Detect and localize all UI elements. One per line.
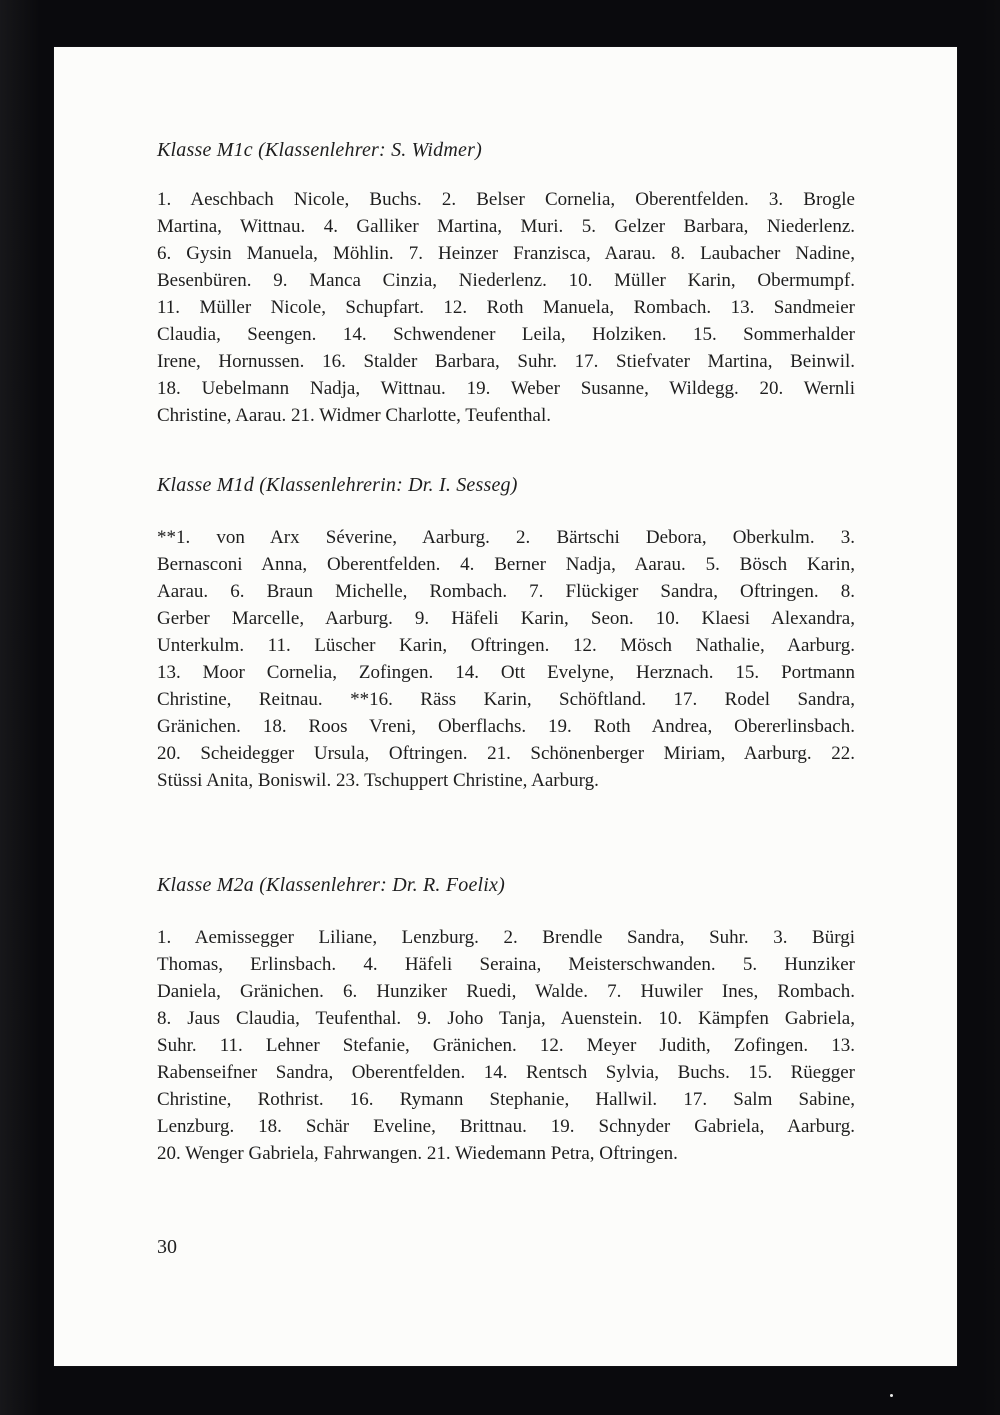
text-line: Lenzburg. 18. Schär Eveline, Brittnau. 19. Schnyder Gabriela, Aarburg.: [157, 1116, 855, 1137]
text-line: Christine, Rothrist. 16. Rymann Stephanie, Hallwil. 17. Salm Sabine,: [157, 1089, 855, 1110]
text-line: Bernasconi Anna, Oberentfelden. 4. Berner Nadja, Aarau. 5. Bösch Karin,: [157, 554, 855, 575]
text-line: Gränichen. 18. Roos Vreni, Oberflachs. 19. Roth Andrea, Obererlinsbach.: [157, 716, 855, 737]
section-heading-klasse-m2a: Klasse M2a (Klassenlehrer: Dr. R. Foelix): [157, 874, 505, 896]
text-line: Rabenseifner Sandra, Oberentfelden. 14. Rentsch Sylvia, Buchs. 15. Rüegger: [157, 1062, 855, 1083]
text-line: Gerber Marcelle, Aarburg. 9. Häfeli Karin, Seon. 10. Klaesi Alexandra,: [157, 608, 855, 629]
text-line: 6. Gysin Manuela, Möhlin. 7. Heinzer Franzisca, Aarau. 8. Laubacher Nadine,: [157, 243, 855, 264]
text-line: Aarau. 6. Braun Michelle, Rombach. 7. Flückiger Sandra, Oftringen. 8.: [157, 581, 855, 602]
section-heading-klasse-m1c: Klasse M1c (Klassenlehrer: S. Widmer): [157, 139, 482, 161]
text-line: Claudia, Seengen. 14. Schwendener Leila, Holziken. 15. Sommerhalder: [157, 324, 855, 345]
text-line: Christine, Reitnau. **16. Räss Karin, Schöftland. 17. Rodel Sandra,: [157, 689, 855, 710]
text-line: 11. Müller Nicole, Schupfart. 12. Roth Manuela, Rombach. 13. Sandmeier: [157, 297, 855, 318]
text-line: Irene, Hornussen. 16. Stalder Barbara, Suhr. 17. Stiefvater Martina, Beinwil.: [157, 351, 855, 372]
section-heading-klasse-m1d: Klasse M1d (Klassenlehrerin: Dr. I. Sesseg): [157, 474, 518, 496]
text-line: 20. Wenger Gabriela, Fahrwangen. 21. Wiedemann Petra, Oftringen.: [157, 1143, 678, 1164]
book-page: [54, 47, 957, 1366]
text-line: Martina, Wittnau. 4. Galliker Martina, Muri. 5. Gelzer Barbara, Niederlenz.: [157, 216, 855, 237]
text-line: 13. Moor Cornelia, Zofingen. 14. Ott Evelyne, Herznach. 15. Portmann: [157, 662, 855, 683]
text-line: Stüssi Anita, Boniswil. 23. Tschuppert Christine, Aarburg.: [157, 770, 599, 791]
text-line: Thomas, Erlinsbach. 4. Häfeli Seraina, Meisterschwanden. 5. Hunziker: [157, 954, 855, 975]
text-line: 1. Aemissegger Liliane, Lenzburg. 2. Brendle Sandra, Suhr. 3. Bürgi: [157, 927, 855, 948]
text-line: 8. Jaus Claudia, Teufenthal. 9. Joho Tanja, Auenstein. 10. Kämpfen Gabriela,: [157, 1008, 855, 1029]
text-line: Suhr. 11. Lehner Stefanie, Gränichen. 12. Meyer Judith, Zofingen. 13.: [157, 1035, 855, 1056]
text-line: Unterkulm. 11. Lüscher Karin, Oftringen. 12. Mösch Nathalie, Aarburg.: [157, 635, 855, 656]
text-line: 20. Scheidegger Ursula, Oftringen. 21. Schönenberger Miriam, Aarburg. 22.: [157, 743, 855, 764]
text-line: **1. von Arx Séverine, Aarburg. 2. Bärtschi Debora, Oberkulm. 3.: [157, 527, 855, 548]
scan-artifact-speck: [890, 1394, 893, 1397]
student-list-klasse-m2a: [157, 924, 855, 1167]
text-line: Christine, Aarau. 21. Widmer Charlotte, Teufenthal.: [157, 405, 551, 426]
text-line: Daniela, Gränichen. 6. Hunziker Ruedi, Walde. 7. Huwiler Ines, Rombach.: [157, 981, 855, 1002]
student-list-klasse-m1c: [157, 186, 855, 429]
text-line: 1. Aeschbach Nicole, Buchs. 2. Belser Cornelia, Oberentfelden. 3. Brogle: [157, 189, 855, 210]
page-number: 30: [157, 1236, 177, 1258]
student-list-klasse-m1d: [157, 524, 855, 794]
text-line: 18. Uebelmann Nadja, Wittnau. 19. Weber Susanne, Wildegg. 20. Wernli: [157, 378, 855, 399]
text-line: Besenbüren. 9. Manca Cinzia, Niederlenz. 10. Müller Karin, Obermumpf.: [157, 270, 855, 291]
